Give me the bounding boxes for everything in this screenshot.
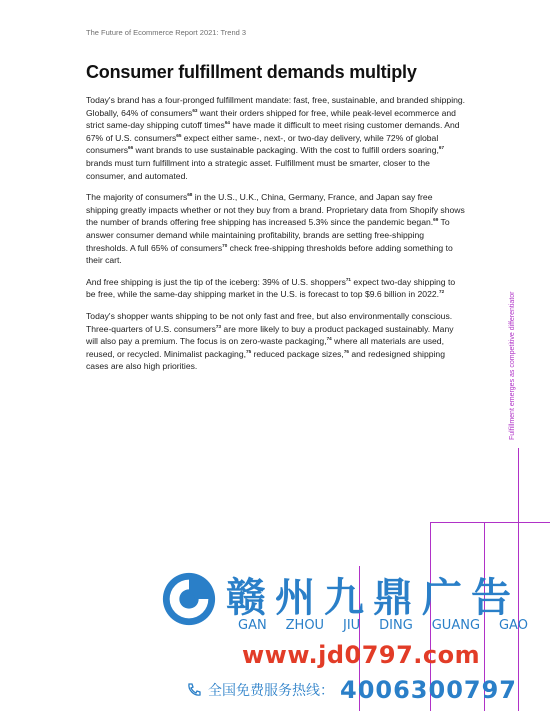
footnote-ref: 65 [176,132,182,138]
paragraph-text: want brands to use sustainable packaging. With the cost to fulfill orders soaring, [133,145,439,156]
footnote-ref: 71 [345,276,351,282]
pinyin-word: DING [379,618,413,633]
footnote-ref: 63 [192,107,198,113]
article-body [86,94,466,382]
paragraph-text: are more likely to buy a product packaged sustainably. Many will also pay a premium. The focus is on zero-waste packaging, [86,323,454,347]
footnote-ref: 67 [438,145,445,151]
watermark-chinese: 赣州九鼎广告 [226,575,520,621]
footnote-ref: 66 [128,145,134,151]
report-header: The Future of Ecommerce Report 2021: Trend 3 [86,28,247,37]
hotline-label: 全国免费服务热线： [208,683,334,699]
paragraph-text: The majority of consumers [86,192,188,203]
decor-line [430,522,550,523]
paragraph [86,94,466,182]
footnote-ref: 73 [215,323,222,329]
footnote-ref: 76 [343,348,349,354]
watermark-pinyin [238,618,528,633]
phone-icon [186,682,202,698]
paragraph-text: Today's brand has a four-pronged fulfillment mandate: fast, free, sustainable, and branded shipping. Globally, 64% of consumers [86,95,466,118]
watermark-url: www.jd0797.com [242,641,481,669]
watermark-logo-icon [160,570,218,628]
paragraph-text: want their orders shipped for free, while peak-level ecommerce and strict same-day shipping cutoff times [86,107,456,131]
watermark-hotline [186,676,517,704]
footnote-ref: 64 [224,120,230,126]
paragraph [86,276,466,301]
paragraph-text: in the U.S., U.K., China, Germany, France, and Japan say free shipping greatly impacts whether or not they buy from a brand. Proprietary data from Shopify shows the number of brands offering free shipping has increased 5.3% since the pandemic began. [86,192,465,228]
paragraph-text: And free shipping is just the tip of the iceberg: 39% of U.S. shoppers [86,276,346,287]
footnote-ref: 70 [222,242,228,248]
footnote-ref: 68 [187,192,193,198]
paragraph [86,191,466,267]
side-label: Fulfillment emerges as competitive differentiator [509,291,516,440]
pinyin-word: ZHOU [285,618,325,633]
footnote-ref: 72 [439,289,445,295]
page-title: Consumer fulfillment demands multiply [86,62,417,82]
paragraph-text: check free-shipping thresholds before adding something to their cart. [86,242,453,266]
pinyin-word: GAN [238,618,267,633]
paragraph-text: reduced package sizes, [251,348,344,359]
paragraph-text: To answer consumer demand while maintaining profitability, brands are setting free-shipping thresholds. A full 65% of consumers [86,217,450,253]
pinyin-word: GUANG [431,618,481,633]
paragraph-text: and redesigned shipping cases are also high priorities. [86,348,445,372]
paragraph-text: expect either same-, next-, or two-day delivery, while 72% of global consumers [86,132,439,156]
footnote-ref: 75 [246,348,252,354]
hotline-phone: 4006300797 [340,676,517,704]
pinyin-word: GAO [498,618,528,633]
paragraph-text: expect two-day shipping to be free, while the same-day shipping market in the U.S. is forecast to top $9.6 billion in 2022. [86,276,456,300]
paragraph-text: Today's shopper wants shipping to be not only fast and free, but also environmentally conscious. Three-quarters of U.S. consumers [86,310,453,334]
footnote-ref: 74 [326,336,332,342]
footnote-ref: 69 [433,217,439,223]
paragraph-text: brands must turn fulfillment into a strategic asset. Fulfillment must be smarter, closer to the consumer, and automated. [86,157,430,181]
pinyin-word: JIU [343,618,361,633]
paragraph-text: where all materials are used, reused, or recycled. Minimalist packaging, [86,336,444,359]
paragraph-text: have made it difficult to meet rising customer demands. And 67% of U.S. consumers [86,120,460,143]
paragraph [86,310,466,373]
